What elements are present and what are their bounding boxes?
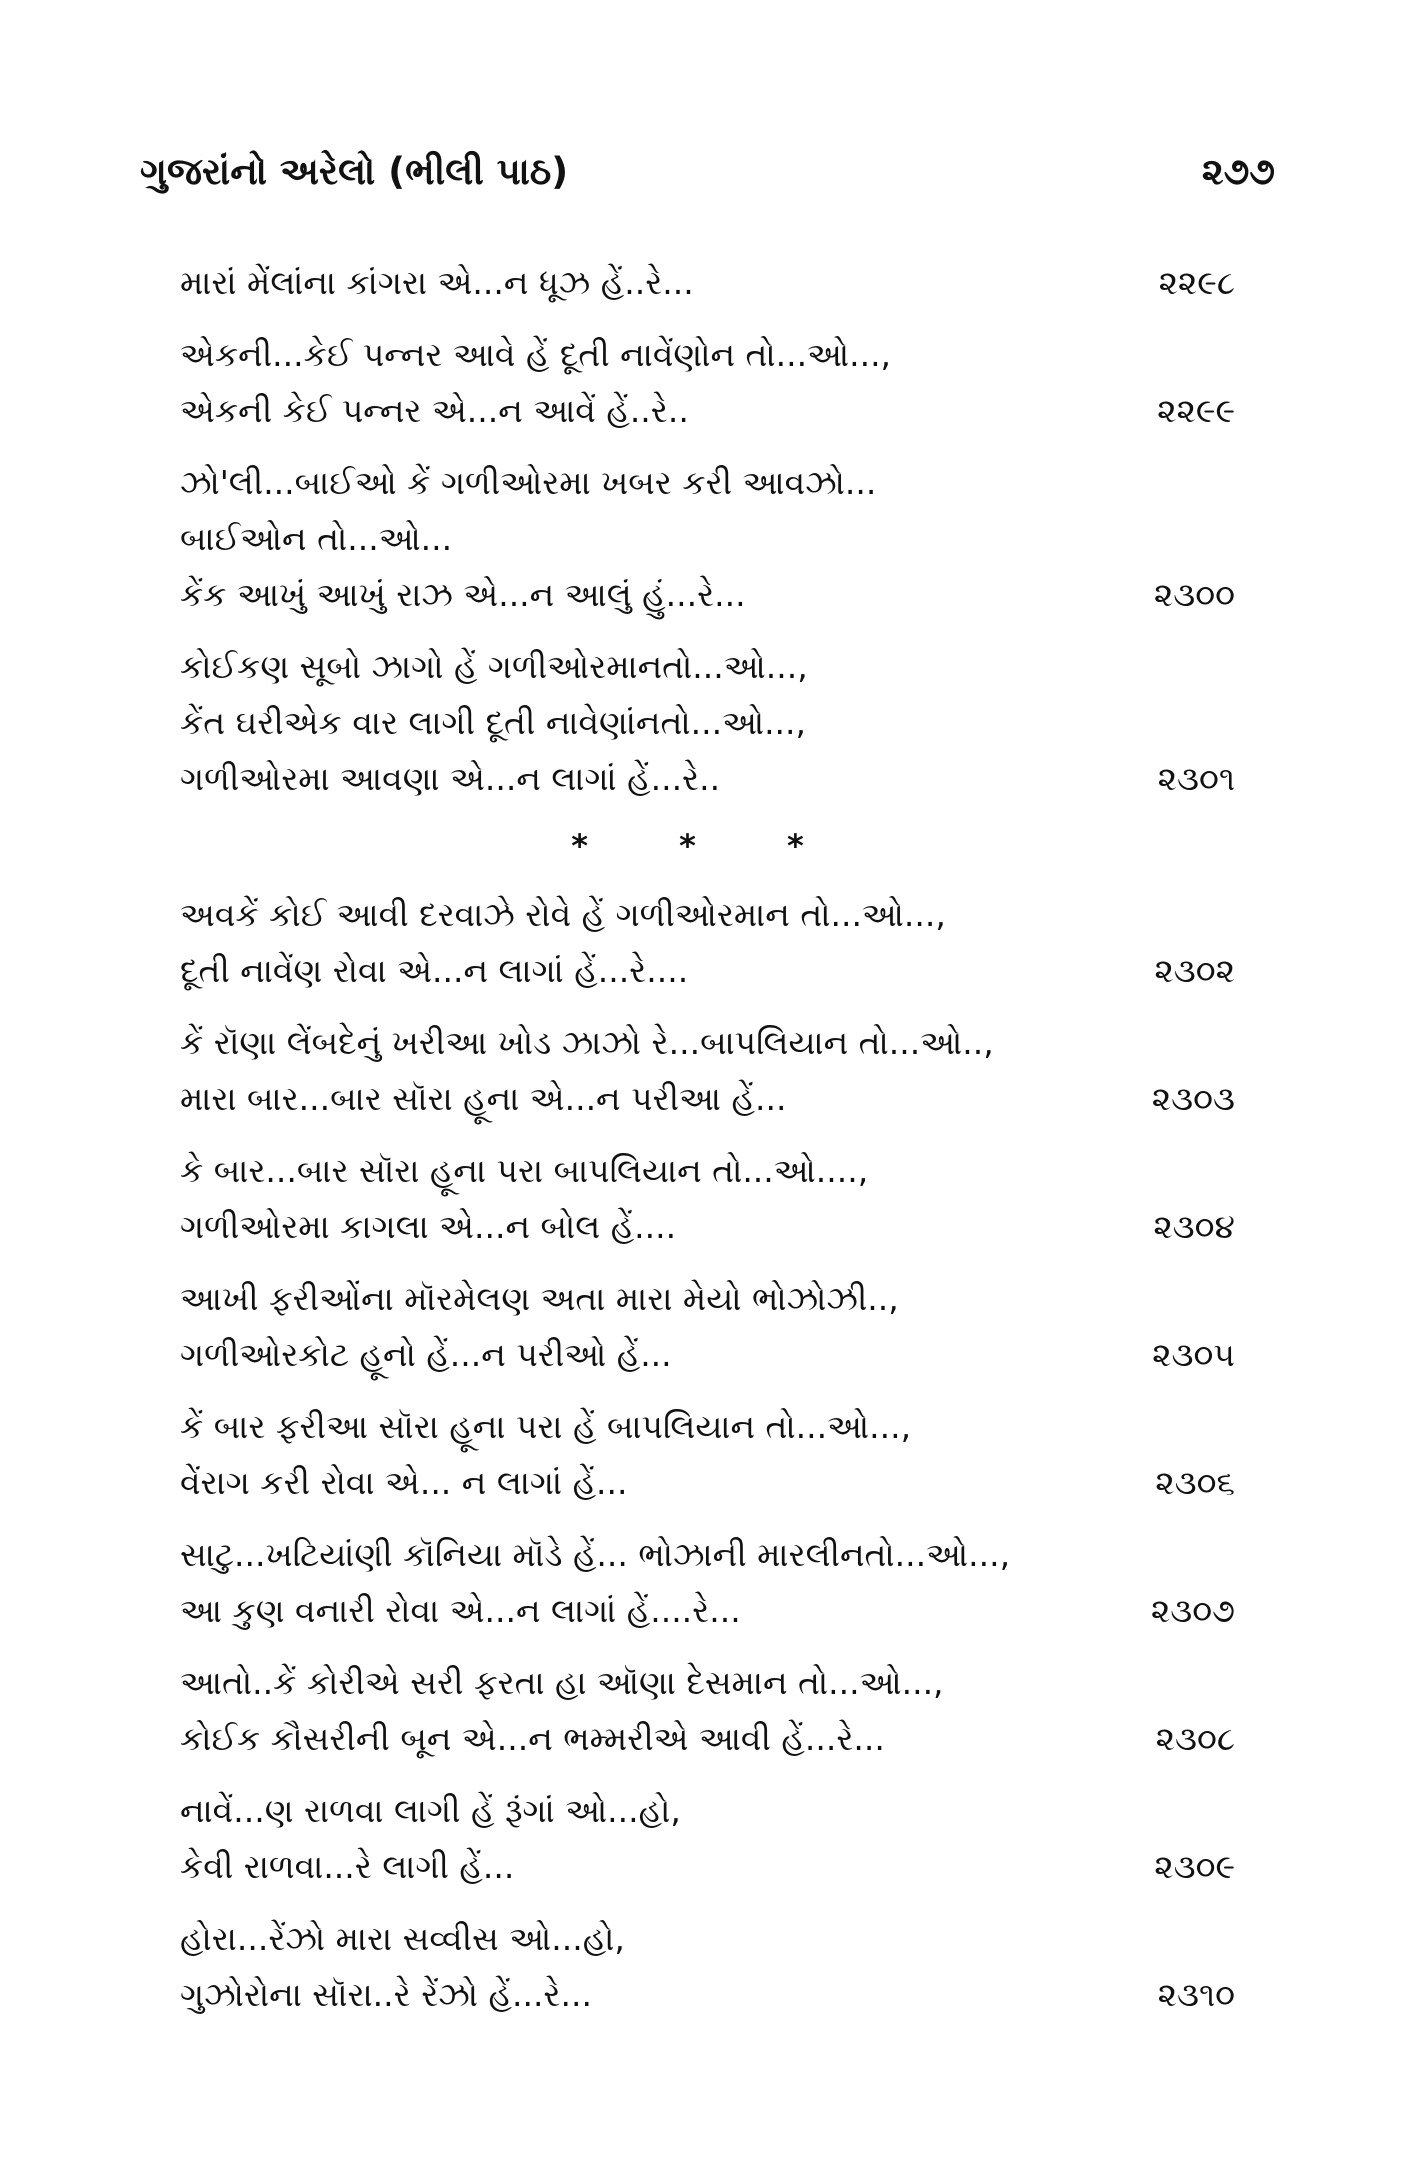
running-title: ગુજરાંનો અરેલો (ભીલી પાઠ) — [140, 150, 569, 193]
verse-line — [180, 1711, 1235, 1767]
verse-line — [180, 1527, 1235, 1583]
verse-line — [180, 1199, 1235, 1255]
verse-stanza — [180, 1015, 1235, 1127]
verse-text: એકની...કેઈ પન્નર આવે હેં દૂતી નાવેંણોન તો...ઓ..., — [180, 335, 892, 374]
section-divider: * * * — [571, 827, 844, 865]
verse-line — [180, 1455, 1235, 1511]
verse-text: હોરા...રેંઝો મારા સવ્વીસ ઓ...હો, — [180, 1919, 625, 1958]
verse-line — [180, 455, 1235, 511]
verse-number: ૨૩૦૩ — [1151, 1079, 1235, 1118]
verse-number: ૨૨૯૯ — [1157, 391, 1235, 430]
verse-line — [180, 943, 1235, 999]
verse-text: કેં બાર ફરીઆ સૉરા હૂના પરા હેં બાપલિયાન તો...ઓ..., — [180, 1407, 912, 1446]
verse-line — [180, 751, 1235, 807]
verse-stanza — [180, 1527, 1235, 1639]
verse-stanza — [180, 327, 1235, 439]
verse-text: ગુઝોરોના સૉરા..રે રેંઝો હેં...રે... — [180, 1975, 592, 2014]
verse-stanza — [180, 1783, 1235, 1895]
verse-text: મારા બાર...બાર સૉરા હૂના એ...ન પરીઆ હેં... — [180, 1079, 787, 1118]
verse-text: આતો..કેં કોરીએ સરી ફરતા હા ઑણા દેસમાન તો...ઓ..., — [180, 1663, 944, 1702]
verse-line — [180, 1327, 1235, 1383]
verse-text: ગળીઓરમા કાગલા એ...ન બોલ હેં.... — [180, 1207, 677, 1246]
verse-line — [180, 1271, 1235, 1327]
verse-stanza — [180, 1399, 1235, 1511]
verse-text: વેંરાગ કરી રોવા એ... ન લાગાં હેં... — [180, 1463, 628, 1502]
verse-stanza — [180, 887, 1235, 999]
verse-text: ઝો'લી...બાઈઓ કેં ગળીઓરમા ખબર કરી આવઝો... — [180, 463, 877, 502]
verse-line — [180, 639, 1235, 695]
verse-text: બાઈઓન તો...ઓ... — [180, 519, 453, 558]
verse-stanza — [180, 1911, 1235, 2023]
verse-number: ૨૩૦૮ — [1155, 1719, 1235, 1758]
verse-line — [180, 511, 1235, 567]
verse-line — [180, 327, 1235, 383]
verse-text: આ કુણ વનારી રોવા એ...ન લાગાં હેં....રે... — [180, 1591, 741, 1630]
verse-number: ૨૩૦૧ — [1157, 759, 1235, 798]
verse-text: આખી ફરીઓંના મૉરમેલણ અતા મારા મેયો ભોઝોઝી.., — [180, 1279, 899, 1318]
verse-body — [180, 255, 1235, 2039]
verse-number: ૨૩૦૪ — [1153, 1207, 1235, 1246]
verse-text: કેંક આખું આખું રાઝ એ...ન આલું હું...રે... — [180, 575, 746, 614]
verse-text: કેં રૉણા લેંબદેનું ખરીઆ ખોડ ઝાઝો રે...બાપલિયાન તો...ઓ.., — [180, 1023, 994, 1062]
verse-stanza — [180, 255, 1235, 311]
verse-line — [180, 1783, 1235, 1839]
verse-number: ૨૩૦૦ — [1153, 575, 1235, 614]
verse-number: ૨૩૦૭ — [1150, 1591, 1235, 1630]
verse-text: ગળીઓરમા આવણા એ...ન લાગાં હેં...રે.. — [180, 759, 721, 798]
verse-line — [180, 695, 1235, 751]
verse-text: અવકેં કોઈ આવી દરવાઝે રોવે હેં ગળીઓરમાન તો...ઓ..., — [180, 895, 946, 934]
verse-line — [180, 1015, 1235, 1071]
verse-number: ૨૩૦૨ — [1154, 951, 1235, 990]
verse-text: કોઈક કૌસરીની બૂન એ...ન ભમ્મરીએ આવી હેં...રે... — [180, 1719, 885, 1758]
verse-stanza — [180, 1655, 1235, 1767]
verse-stanza — [180, 1271, 1235, 1383]
running-header — [140, 150, 1275, 210]
verse-stanza — [180, 1143, 1235, 1255]
verse-text: મારાં મેંલાંના કાંગરા એ...ન ધૂઝ હેં..રે... — [180, 263, 694, 302]
verse-line — [180, 1911, 1235, 1967]
verse-line — [180, 1583, 1235, 1639]
page-number: ૨૭૭ — [1201, 150, 1275, 193]
verse-number: ૨૨૯૮ — [1158, 263, 1235, 302]
verse-line — [180, 1967, 1235, 2023]
verse-text: કેંત ઘરીએક વાર લાગી દૂતી નાવેણાંનતો...ઓ..., — [180, 703, 807, 742]
verse-line — [180, 887, 1235, 943]
verse-stanza — [180, 639, 1235, 807]
verse-text: નાવેં...ણ રાળવા લાગી હેં રૂંગાં ઓ...હો, — [180, 1791, 681, 1830]
verse-stanza — [180, 455, 1235, 623]
verse-text: કે બાર...બાર સૉરા હૂના પરા બાપલિયાન તો...ઓ...., — [180, 1151, 869, 1190]
verse-number: ૨૩૦૯ — [1154, 1847, 1235, 1886]
verse-line — [180, 1839, 1235, 1895]
verse-line — [180, 567, 1235, 623]
verse-line — [180, 1143, 1235, 1199]
verse-line — [180, 1399, 1235, 1455]
verse-number: ૨૩૧૦ — [1157, 1975, 1235, 2014]
verse-number: ૨૩૦૬ — [1155, 1463, 1235, 1502]
verse-text: સાટુ...ખટિયાંણી કૉનિયા મૉડે હેં... ભોઝાની મારલીનતો...ઓ..., — [180, 1535, 1011, 1574]
verse-line — [180, 255, 1235, 311]
verse-text: કેવી રાળવા...રે લાગી હેં... — [180, 1847, 515, 1886]
verse-line — [180, 1655, 1235, 1711]
verse-line — [180, 1071, 1235, 1127]
verse-text: ગળીઓરકોટ હૂનો હેં...ન પરીઓ હેં... — [180, 1335, 672, 1374]
verse-number: ૨૩૦૫ — [1152, 1335, 1235, 1374]
verse-line — [180, 383, 1235, 439]
verse-text: એકની કેઈ પન્નર એ...ન આવેં હેં..રે.. — [180, 391, 689, 430]
verse-text: દૂતી નાવેંણ રોવા એ...ન લાગાં હેં...રે.... — [180, 951, 689, 990]
verse-text: કોઈકણ સૂબો ઝાગો હેં ગળીઓરમાનતો...ઓ..., — [180, 647, 808, 686]
